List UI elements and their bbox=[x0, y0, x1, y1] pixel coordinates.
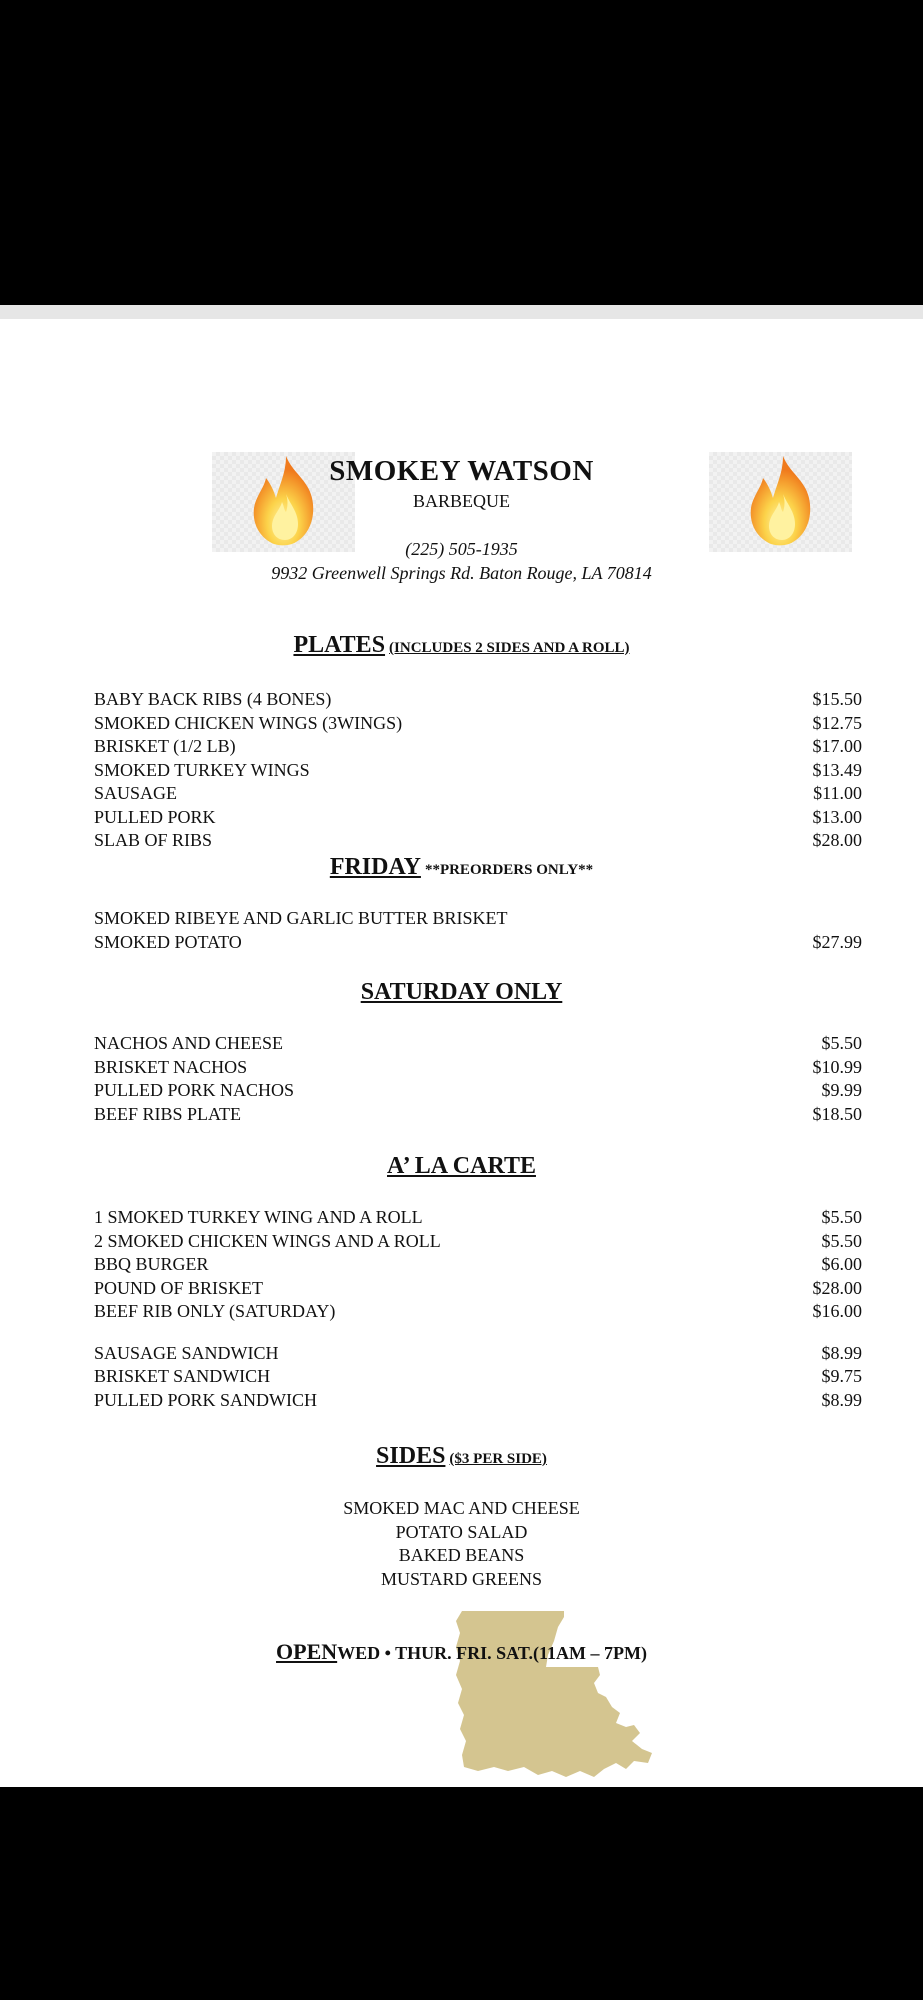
saturday-title: SATURDAY ONLY bbox=[360, 979, 563, 1005]
list-item: BAKED BEANS bbox=[398, 1545, 525, 1565]
list-item bbox=[94, 1079, 862, 1103]
menu-page bbox=[0, 319, 923, 1787]
item-name: BBQ BURGER bbox=[94, 1254, 209, 1274]
item-price: $5.50 bbox=[821, 1033, 862, 1053]
list-item bbox=[94, 829, 862, 853]
restaurant-subtitle: BARBEQUE bbox=[412, 491, 510, 511]
item-name: NACHOS AND CHEESE bbox=[94, 1033, 284, 1053]
sides-note: ($3 PER SIDE) bbox=[449, 1451, 547, 1467]
item-price: $8.99 bbox=[821, 1389, 862, 1410]
item-price: $18.50 bbox=[812, 1103, 862, 1124]
item-name: BEEF RIBS PLATE bbox=[94, 1103, 242, 1124]
item-price: $13.00 bbox=[812, 806, 862, 827]
alacarte-list bbox=[94, 1206, 862, 1412]
item-name: 1 SMOKED TURKEY WING AND A ROLL bbox=[94, 1207, 423, 1227]
list-item bbox=[94, 759, 862, 783]
list-item bbox=[94, 1230, 862, 1254]
friday-title: FRIDAY bbox=[329, 854, 421, 880]
list-item: MUSTARD GREENS bbox=[380, 1568, 543, 1589]
list-item bbox=[94, 806, 862, 830]
item-price: $6.00 bbox=[821, 1254, 862, 1274]
louisiana-map-icon bbox=[448, 1611, 658, 1787]
item-price: $8.99 bbox=[821, 1342, 862, 1363]
list-item bbox=[94, 1342, 862, 1366]
list-item bbox=[94, 1032, 862, 1056]
item-price: $16.00 bbox=[812, 1301, 862, 1321]
page-top-edge bbox=[0, 305, 923, 319]
item-name: 2 SMOKED CHICKEN WINGS AND A ROLL bbox=[94, 1230, 441, 1251]
list-item bbox=[94, 1365, 862, 1389]
friday-heading bbox=[0, 854, 923, 881]
list-item bbox=[94, 712, 862, 736]
list-item bbox=[94, 907, 862, 931]
friday-note: **PREORDERS ONLY** bbox=[424, 862, 594, 878]
list-item bbox=[94, 1300, 862, 1324]
phone-number: (225) 505-1935 bbox=[405, 539, 518, 559]
item-name: POUND OF BRISKET bbox=[94, 1277, 264, 1298]
item-price: $27.99 bbox=[812, 931, 862, 952]
list-item bbox=[94, 1253, 862, 1277]
item-price: $5.50 bbox=[821, 1207, 862, 1227]
open-label: OPEN bbox=[276, 1639, 338, 1664]
item-name: BRISKET SANDWICH bbox=[94, 1366, 271, 1386]
alacarte-title: A’ LA CARTE bbox=[387, 1153, 536, 1179]
item-price: $17.00 bbox=[812, 736, 862, 756]
list-item bbox=[94, 1277, 862, 1301]
item-name: SMOKED RIBEYE AND GARLIC BUTTER BRISKET bbox=[94, 908, 508, 928]
list-item bbox=[94, 782, 862, 806]
item-name: BEEF RIB ONLY (SATURDAY) bbox=[94, 1301, 336, 1321]
item-name: SMOKED CHICKEN WINGS (3WINGS) bbox=[94, 712, 403, 733]
list-item bbox=[94, 688, 862, 712]
item-price: $9.99 bbox=[821, 1080, 862, 1100]
plates-heading bbox=[0, 632, 923, 659]
item-name: BABY BACK RIBS (4 BONES) bbox=[94, 689, 332, 709]
item-name: BRISKET NACHOS bbox=[94, 1056, 248, 1077]
alacarte-heading bbox=[0, 1153, 923, 1180]
item-name: PULLED PORK bbox=[94, 806, 216, 827]
address: 9932 Greenwell Springs Rd. Baton Rouge, LA 70814 bbox=[271, 563, 652, 583]
item-price: $5.50 bbox=[821, 1230, 862, 1251]
saturday-list bbox=[94, 1032, 862, 1126]
list-item bbox=[94, 1056, 862, 1080]
item-name: BRISKET (1/2 LB) bbox=[94, 736, 236, 756]
item-name: SAUSAGE bbox=[94, 783, 178, 803]
plates-list bbox=[94, 688, 862, 853]
item-price: $11.00 bbox=[813, 783, 862, 803]
sides-heading bbox=[0, 1443, 923, 1470]
item-price: $28.00 bbox=[812, 830, 862, 850]
item-price: $13.49 bbox=[812, 759, 862, 780]
item-name: SAUSAGE SANDWICH bbox=[94, 1342, 279, 1363]
plates-title: PLATES bbox=[293, 632, 386, 658]
list-item bbox=[94, 1206, 862, 1230]
list-item: POTATO SALAD bbox=[395, 1521, 528, 1542]
sides-list bbox=[0, 1497, 923, 1591]
item-price: $10.99 bbox=[812, 1056, 862, 1077]
sides-title: SIDES bbox=[376, 1443, 446, 1469]
friday-list bbox=[94, 907, 862, 954]
bottom-black-bar bbox=[0, 1787, 923, 2000]
item-name: SMOKED TURKEY WINGS bbox=[94, 759, 310, 780]
list-item bbox=[94, 931, 862, 955]
item-name: PULLED PORK SANDWICH bbox=[94, 1389, 318, 1410]
list-item: SMOKED MAC AND CHEESE bbox=[343, 1498, 580, 1518]
list-item bbox=[94, 1103, 862, 1127]
item-price: $9.75 bbox=[821, 1366, 862, 1386]
hours-line bbox=[0, 1639, 923, 1665]
hours-schedule: WED • THUR. FRI. SAT.(11AM – 7PM) bbox=[337, 1643, 647, 1663]
saturday-heading bbox=[0, 979, 923, 1006]
top-black-bar bbox=[0, 0, 923, 305]
item-price: $28.00 bbox=[812, 1277, 862, 1298]
list-item bbox=[94, 1389, 862, 1413]
item-price: $15.50 bbox=[812, 689, 862, 709]
item-name: SMOKED POTATO bbox=[94, 931, 242, 952]
item-name: PULLED PORK NACHOS bbox=[94, 1080, 295, 1100]
item-price: $12.75 bbox=[812, 712, 862, 733]
plates-note: (INCLUDES 2 SIDES AND A ROLL) bbox=[389, 640, 630, 656]
list-item bbox=[94, 735, 862, 759]
restaurant-name: SMOKEY WATSON bbox=[329, 455, 594, 487]
item-name: SLAB OF RIBS bbox=[94, 830, 213, 850]
